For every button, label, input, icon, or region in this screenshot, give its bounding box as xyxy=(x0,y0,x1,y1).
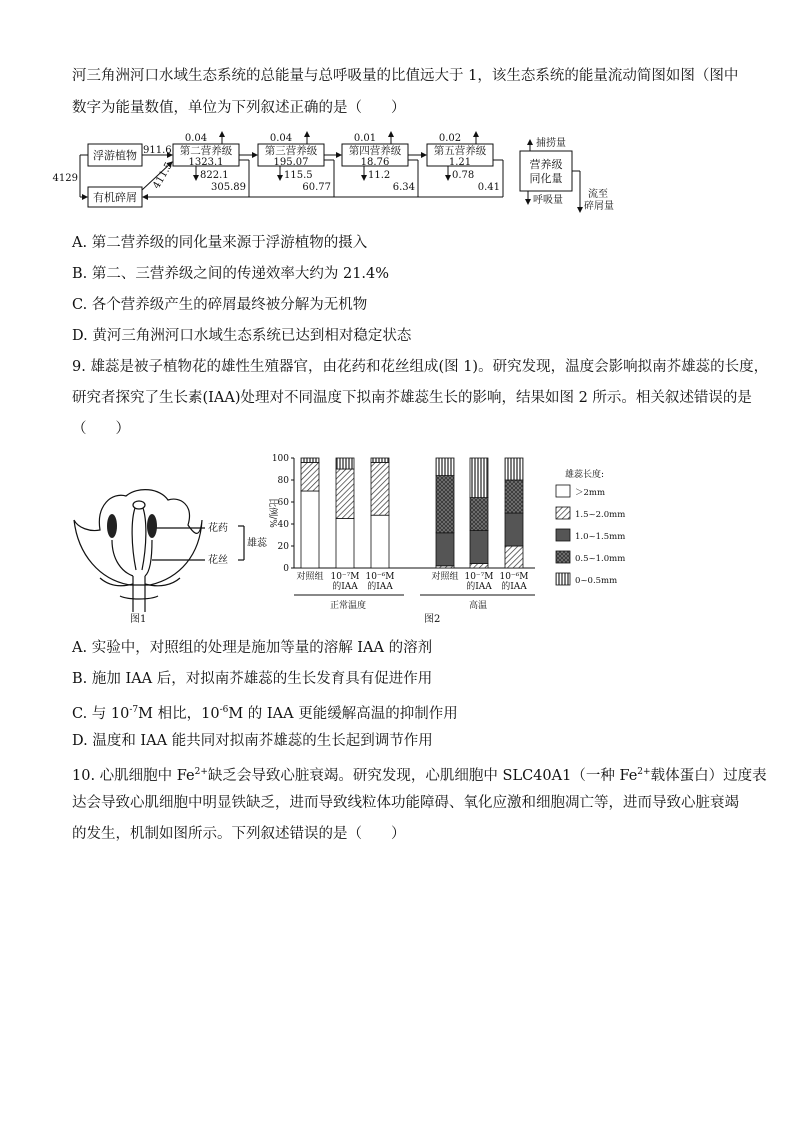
q9-stem-line2: 研究者探究了生长素(IAA)处理对不同温度下拟南芥雄蕊生长的影响，结果如图 2 所示。相关叙述错误的是 xyxy=(72,390,752,406)
x-tick-label: 对照组 xyxy=(431,572,459,582)
plankton-label: 浮游植物 xyxy=(93,149,137,162)
bar-segment xyxy=(301,458,319,462)
value-411-5: 411.5 xyxy=(151,160,176,191)
legend-detritus-2: 碎屑量 xyxy=(584,201,614,212)
y-axis-label: 比例/% xyxy=(267,498,277,528)
legend-label: 1.0~1.5mm xyxy=(575,532,626,542)
q9-option-b: B. 施加 IAA 后，对拟南芥雄蕊的生长发育具有促进作用 xyxy=(72,671,433,687)
legend-swatch xyxy=(556,573,570,585)
q8-option-c: C. 各个营养级产生的碎屑最终被分解为无机物 xyxy=(72,297,368,313)
legend-label: 0~0.5mm xyxy=(575,576,618,586)
q8-option-a: A. 第二营养级的同化量来源于浮游植物的摄入 xyxy=(72,235,368,251)
bar-segment xyxy=(470,531,488,564)
bar-segment xyxy=(336,469,354,519)
x-tick-label: 的IAA xyxy=(332,582,358,592)
level3-label: 第三营养级 xyxy=(264,145,318,157)
y-tick-label: 80 xyxy=(277,476,289,486)
l4-resp: 11.2 xyxy=(368,170,391,181)
q10-stem-line1: 10. 心肌细胞中 $Fe^{2+}$缺乏会导致心脏衰竭。研究发现，心肌细胞中 SLC40A1（一种 $Fe^{2+}$载体蛋白）过度表 xyxy=(72,767,767,784)
l2-detritus: 305.89 xyxy=(211,182,246,193)
legend-swatch xyxy=(556,507,570,519)
bar-segment xyxy=(301,462,319,491)
q9-option-c: C. 与 $10^{-7}M$ 相比，$10^{-6}M$ 的 IAA 更能缓解高温的抑制作用 xyxy=(72,705,458,722)
bar-segment xyxy=(470,458,488,498)
legend-resp: 呼吸量 xyxy=(533,195,563,206)
value-4129: 4129 xyxy=(52,173,78,184)
l5-catch: 0.02 xyxy=(438,133,462,144)
bar-segment xyxy=(505,458,523,480)
bar-segment xyxy=(505,480,523,513)
bar-segment xyxy=(371,515,389,568)
l5-resp: 0.78 xyxy=(452,170,475,181)
fig1-caption: 图1 xyxy=(130,614,147,625)
value-911-6: 911.6 xyxy=(143,145,172,156)
x-tick-label: 10⁻⁷M xyxy=(330,572,360,582)
l4-detritus: 6.34 xyxy=(392,182,415,193)
bar-segment xyxy=(470,564,488,568)
y-tick-label: 0 xyxy=(283,564,289,574)
x-tick-label: 对照组 xyxy=(296,572,324,582)
anther-label: 花药 xyxy=(208,523,228,534)
level5-label: 第五营养级 xyxy=(433,145,487,157)
stamen-label: 雄蕊 xyxy=(247,538,267,549)
level4-assim: 18.76 xyxy=(360,157,390,168)
q10-stem-line2: 达会导致心肌细胞中明显铁缺乏，进而导致线粒体功能障碍、氧化应激和细胞凋亡等，进而导致心脏衰竭 xyxy=(72,795,739,811)
bar-segment xyxy=(336,458,354,469)
y-tick-label: 60 xyxy=(277,498,289,508)
level3-assim: 195.07 xyxy=(273,157,309,168)
bar-segment xyxy=(371,462,389,515)
q9-option-d: D. 温度和 IAA 能共同对拟南芥雄蕊的生长起到调节作用 xyxy=(72,733,433,749)
level5-assim: 1.21 xyxy=(448,157,472,168)
l2-catch: 0.04 xyxy=(184,133,208,144)
q10-stem-line3: 的发生，机制如图所示。下列叙述错误的是（ ） xyxy=(72,826,406,842)
bar-segment xyxy=(436,458,454,476)
q8-stem-line1: 河三角洲河口水域生态系统的总能量与总呼吸量的比值远大于 1，该生态系统的能量流动简图如图（图中 xyxy=(72,68,739,84)
level2-label: 第二营养级 xyxy=(179,145,233,157)
bar-segment xyxy=(336,519,354,569)
bar-segment xyxy=(470,498,488,531)
legend-swatch xyxy=(556,485,570,497)
y-tick-label: 100 xyxy=(271,454,289,464)
assim-legend-line2: 同化量 xyxy=(529,172,563,185)
bar-segment xyxy=(436,533,454,566)
legend-swatch xyxy=(556,529,570,541)
l5-detritus: 0.41 xyxy=(477,182,500,193)
q8-option-d: D. 黄河三角洲河口水域生态系统已达到相对稳定状态 xyxy=(72,328,412,344)
group-label: 高温 xyxy=(468,601,488,611)
level4-label: 第四营养级 xyxy=(348,145,402,157)
q8-option-b: B. 第二、三营养级之间的传递效率大约为 21.4% xyxy=(72,266,390,282)
y-tick-label: 40 xyxy=(277,520,289,530)
x-tick-label: 10⁻⁷M xyxy=(464,572,494,582)
legend-label: ＞2mm xyxy=(575,488,606,498)
bar-segment xyxy=(505,546,523,568)
bar-segment xyxy=(301,491,319,568)
bar-segment xyxy=(436,476,454,533)
l3-catch: 0.04 xyxy=(269,133,293,144)
legend-detritus-1: 流至 xyxy=(588,189,608,200)
filament-label: 花丝 xyxy=(208,555,228,566)
x-tick-label: 的IAA xyxy=(466,582,492,592)
l2-resp: 822.1 xyxy=(200,170,229,181)
legend-label: 1.5~2.0mm xyxy=(575,510,626,520)
x-tick-label: 10⁻⁶M xyxy=(365,572,395,582)
x-tick-label: 的IAA xyxy=(501,582,527,592)
l3-detritus: 60.77 xyxy=(302,182,331,193)
group-label: 正常温度 xyxy=(329,601,367,611)
q9-option-a: A. 实验中，对照组的处理是施加等量的溶解 IAA 的溶剂 xyxy=(72,640,433,656)
bar-segment xyxy=(505,513,523,546)
legend-catch: 捕捞量 xyxy=(536,138,566,149)
detritus-label: 有机碎屑 xyxy=(93,191,137,204)
level2-assim: 1323.1 xyxy=(188,157,224,168)
x-tick-label: 的IAA xyxy=(367,582,393,592)
l4-catch: 0.01 xyxy=(353,133,377,144)
q8-stem-line2: 数字为能量数值，单位为下列叙述正确的是（ ） xyxy=(72,100,406,116)
y-tick-label: 20 xyxy=(277,542,289,552)
q9-stem-line1: 9. 雄蕊是被子植物花的雄性生殖器官，由花药和花丝组成(图 1)。研究发现，温度会影响拟南芥雄蕊的长度， xyxy=(72,359,769,375)
q9-stem-line3: （ ） xyxy=(72,421,130,437)
bar-segment xyxy=(371,458,389,462)
l3-resp: 115.5 xyxy=(284,170,313,181)
x-tick-label: 10⁻⁶M xyxy=(499,572,529,582)
legend-title: 雄蕊长度: xyxy=(565,470,605,480)
assim-legend-line1: 营养级 xyxy=(529,158,563,171)
legend-swatch xyxy=(556,551,570,563)
fig2-caption: 图2 xyxy=(424,614,441,625)
legend-label: 0.5~1.0mm xyxy=(575,554,626,564)
